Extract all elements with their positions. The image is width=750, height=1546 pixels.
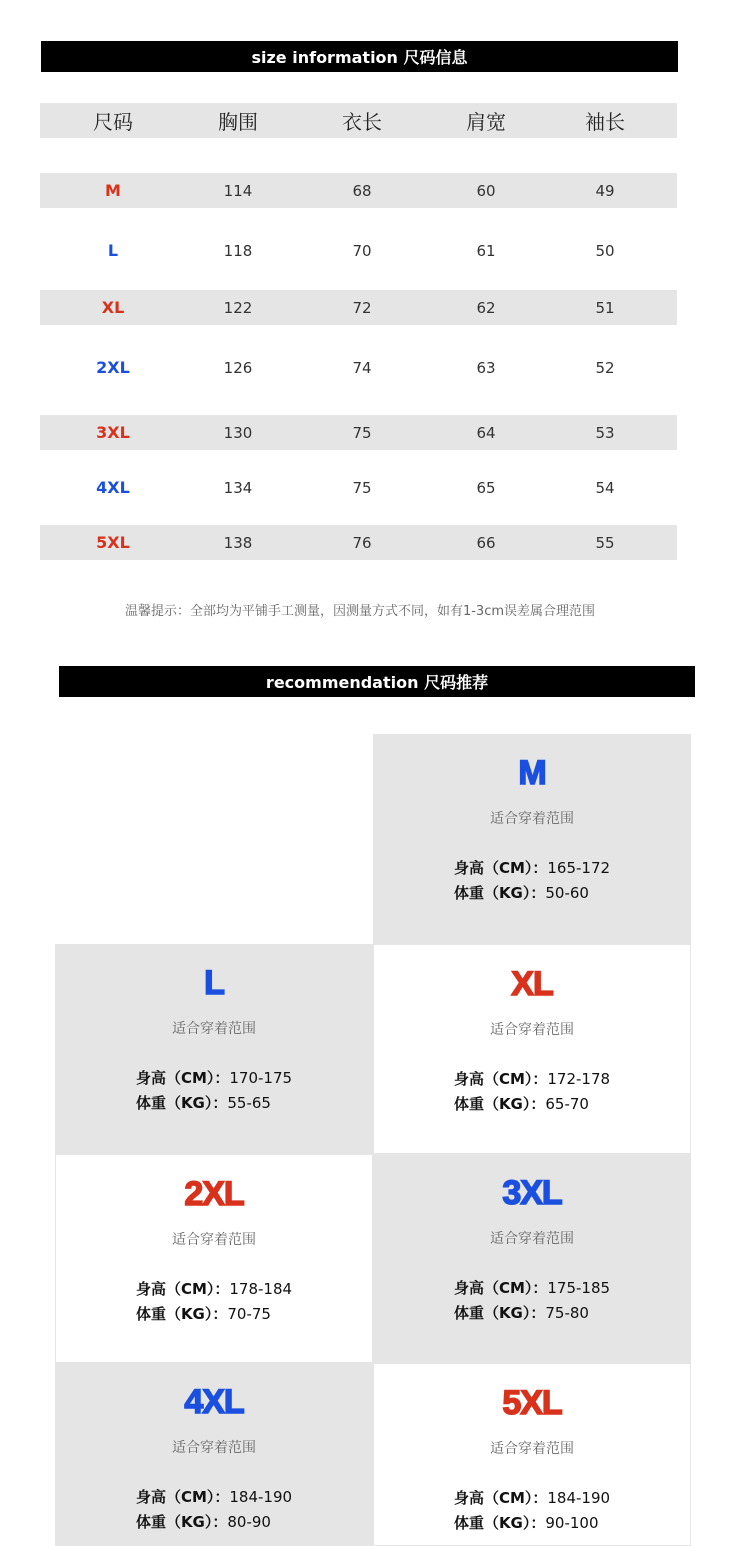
measurements — [136, 1485, 292, 1535]
weight-line — [136, 1302, 292, 1327]
size-cell: XL — [101, 298, 125, 317]
height-line — [454, 856, 610, 881]
value-cell: 65 — [476, 478, 496, 497]
size-cell: 5XL — [96, 533, 130, 552]
height-line-value: 172-178 — [547, 1070, 611, 1088]
table-row — [40, 525, 677, 560]
weight-line — [136, 1091, 292, 1116]
recommendation-card — [373, 1363, 691, 1546]
table-row — [40, 350, 677, 385]
weight-line-label: 体重（KG）： — [453, 1095, 546, 1113]
value-cell: 51 — [595, 298, 615, 317]
value-cell: 126 — [223, 358, 253, 377]
rec-size-label: L — [204, 964, 224, 1002]
fit-range-label: 适合穿着范围 — [490, 1441, 574, 1457]
rec-size-label: M — [518, 754, 546, 792]
height-line — [136, 1066, 292, 1091]
height-line — [454, 1486, 610, 1511]
value-cell: 75 — [352, 423, 372, 442]
weight-line — [136, 1510, 292, 1535]
fit-range-label: 适合穿着范围 — [172, 1021, 256, 1037]
size-cell: L — [107, 241, 119, 260]
weight-line — [454, 1301, 610, 1326]
recommendation-card — [55, 944, 373, 1154]
height-line-value: 165-172 — [547, 859, 611, 877]
value-cell: 72 — [352, 298, 372, 317]
value-cell: 134 — [223, 478, 253, 497]
measurements — [454, 1486, 610, 1536]
value-cell: 52 — [595, 358, 615, 377]
value-cell: 49 — [595, 181, 615, 200]
height-line-value: 184-190 — [547, 1489, 611, 1507]
weight-line-value: 50-60 — [545, 884, 589, 902]
value-cell: 60 — [476, 181, 496, 200]
height-line — [136, 1485, 292, 1510]
height-line-label: 身高（CM）： — [135, 1488, 230, 1506]
height-line-label: 身高（CM）： — [453, 1489, 548, 1507]
header-chest: 胸围 — [218, 110, 258, 134]
value-cell: 66 — [476, 533, 496, 552]
weight-line-value: 70-75 — [227, 1305, 271, 1323]
fit-range-label: 适合穿着范围 — [172, 1232, 256, 1248]
weight-line-label: 体重（KG）： — [453, 1514, 546, 1532]
height-line-value: 178-184 — [229, 1280, 293, 1298]
height-line-label: 身高（CM）： — [453, 1070, 548, 1088]
measurements — [454, 1067, 610, 1117]
height-line — [454, 1067, 610, 1092]
recommendation-title: recommendation 尺码推荐 — [59, 666, 695, 697]
weight-line-label: 体重（KG）： — [135, 1305, 228, 1323]
value-cell: 70 — [352, 241, 372, 260]
header-shoulder: 肩宽 — [466, 110, 506, 134]
value-cell: 62 — [476, 298, 496, 317]
recommendation-card — [373, 944, 691, 1154]
value-cell: 64 — [476, 423, 496, 442]
weight-line-value: 55-65 — [227, 1094, 271, 1112]
table-row — [40, 470, 677, 505]
weight-line — [454, 881, 610, 906]
value-cell: 122 — [223, 298, 253, 317]
recommendation-card — [55, 1363, 373, 1546]
weight-line-value: 80-90 — [227, 1513, 271, 1531]
size-cell: 2XL — [96, 358, 130, 377]
rec-size-label: 5XL — [502, 1384, 562, 1422]
height-line-value: 175-185 — [547, 1279, 611, 1297]
recommendation-card — [373, 1154, 691, 1363]
table-row — [40, 290, 677, 325]
rec-size-label: 3XL — [502, 1174, 562, 1212]
value-cell: 63 — [476, 358, 496, 377]
size-cell: 4XL — [96, 478, 130, 497]
value-cell: 55 — [595, 533, 615, 552]
header-length: 衣长 — [342, 110, 382, 134]
weight-line — [454, 1511, 610, 1536]
value-cell: 76 — [352, 533, 372, 552]
weight-line — [454, 1092, 610, 1117]
height-line — [454, 1276, 610, 1301]
size-info-title: size information 尺码信息 — [41, 41, 678, 72]
height-line-value: 184-190 — [229, 1488, 293, 1506]
value-cell: 114 — [223, 181, 253, 200]
measurements — [136, 1066, 292, 1116]
weight-line-value: 65-70 — [545, 1095, 589, 1113]
value-cell: 74 — [352, 358, 372, 377]
value-cell: 50 — [595, 241, 615, 260]
value-cell: 130 — [223, 423, 253, 442]
header-size: 尺码 — [93, 110, 133, 134]
fit-range-label: 适合穿着范围 — [172, 1440, 256, 1456]
value-cell: 61 — [476, 241, 496, 260]
rec-size-label: 4XL — [184, 1383, 244, 1421]
value-cell: 54 — [595, 478, 615, 497]
size-cell: 3XL — [96, 423, 130, 442]
value-cell: 75 — [352, 478, 372, 497]
height-line-label: 身高（CM）： — [453, 859, 548, 877]
recommendation-card — [55, 1154, 373, 1363]
table-row — [40, 173, 677, 208]
fit-range-label: 适合穿着范围 — [490, 1022, 574, 1038]
measurement-note: 温馨提示：全部均为平铺手工测量，因测量方式不同，如有1-3cm误差属合理范围 — [124, 604, 596, 619]
size-cell: M — [105, 181, 121, 200]
weight-line-label: 体重（KG）： — [135, 1513, 228, 1531]
table-row — [40, 233, 677, 268]
table-row — [40, 415, 677, 450]
weight-line-value: 75-80 — [545, 1304, 589, 1322]
value-cell: 68 — [352, 181, 372, 200]
measurements — [454, 1276, 610, 1326]
height-line-label: 身高（CM）： — [135, 1280, 230, 1298]
weight-line-value: 90-100 — [545, 1514, 599, 1532]
weight-line-label: 体重（KG）： — [135, 1094, 228, 1112]
measurements — [136, 1277, 292, 1327]
height-line — [136, 1277, 292, 1302]
measurements — [454, 856, 610, 906]
height-line-label: 身高（CM）： — [135, 1069, 230, 1087]
rec-size-label: 2XL — [184, 1175, 244, 1213]
recommendation-card — [373, 734, 691, 944]
height-line-label: 身高（CM）： — [453, 1279, 548, 1297]
fit-range-label: 适合穿着范围 — [490, 811, 574, 827]
height-line-value: 170-175 — [229, 1069, 293, 1087]
value-cell: 118 — [223, 241, 253, 260]
header-sleeve: 袖长 — [585, 110, 625, 134]
fit-range-label: 适合穿着范围 — [490, 1231, 574, 1247]
value-cell: 53 — [595, 423, 615, 442]
weight-line-label: 体重（KG）： — [453, 884, 546, 902]
rec-size-label: XL — [511, 965, 553, 1003]
table-header-row — [40, 103, 677, 138]
value-cell: 138 — [223, 533, 253, 552]
weight-line-label: 体重（KG）： — [453, 1304, 546, 1322]
